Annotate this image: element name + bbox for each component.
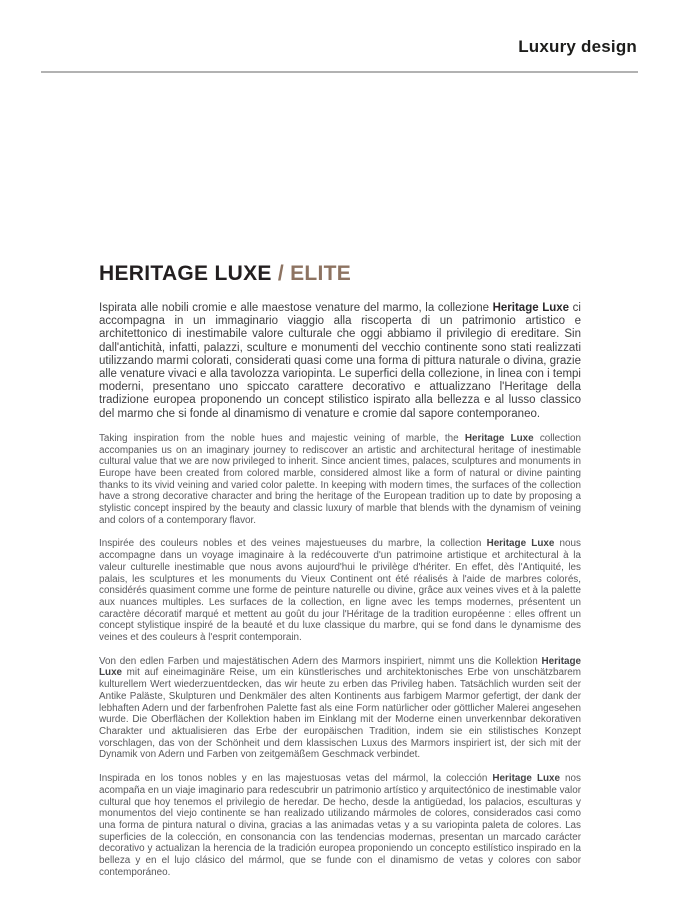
- page-content: [99, 261, 581, 890]
- paragraph-german: Von den edlen Farben und majestätischen Adern des Marmors inspiriert, nimmt uns die Kollektion Heritage Luxe mit auf eineimaginäre Reise, um ein künstlerisches und architektonisches Erbe von unschätzbarem kulturellem Wert wiederzuentdecken, das wir heute zu erben das Privileg haben. Tatsächlich wurden seit der Antike Paläste, Skulpturen und Denkmäler des alten Kontinents aus farbigem Marmor gefertigt, der dank der lebhaften Adern und der farbenfrohen Palette fast als eine Form natürlicher oder göttlicher Malerei angesehen wurde. Die Oberflächen der Kollektion haben im Einklang mit der Moderne einen unverkennbar dekorativen Charakter und aktualisieren das Erbe der europäischen Tradition, indem sie ein stilistisches Konzept vorschlagen, das von der Schönheit und dem klassischen Luxus des Marmors inspiriert ist, der sich mit der Dynamik von Adern und Farben von zeitgemäßem Geschmack verbindet.: [99, 655, 581, 761]
- collection-title: [99, 261, 581, 287]
- paragraph-italian: Ispirata alle nobili cromie e alle maestose venature del marmo, la collezione Heritage Luxe ci accompagna in un immaginario viaggio alla riscoperta di un patrimonio artistico e architettonico di inestimabile valore culturale che oggi abbiamo il privilegio di ereditare. Sin dall'antichità, infatti, palazzi, sculture e monumenti del vecchio continente sono stati realizzati utilizzando marmi colorati, considerati quasi come una forma di pittura naturale o divina, grazie alle venature vivaci e alla tavolozza variopinta. Le superfici della collezione, in linea con i tempi moderni, presentano uno spiccato carattere decorativo e attualizzano l'Heritage della tradizione europea proponendo un concept stilistico ispirato alla bellezza e al lusso classico del marmo che si fonde al dinamismo di venature e cromie dal sapore contemporaneo.: [99, 302, 581, 420]
- header-divider: [41, 71, 638, 73]
- paragraph-french: Inspirée des couleurs nobles et des veines majestueuses du marbre, la collection Heritage Luxe nous accompagne dans un voyage imaginaire à la redécouverte d'un patrimoine artistique et architectural à la valeur culturelle inestimable que nous avons aujourd'hui le privilège d'hériter. En effet, dès l'Antiquité, les palais, les sculptures et les monuments du Vieux Continent ont été réalisés à l'aide de marbres colorés, considérés quasiment comme une forme de peinture naturelle ou divine, grâce aux veines vives et à la palette aux nuances multiples. Les surfaces de la collection, en ligne avec les temps modernes, présentent un caractère décoratif marqué et mettent au goût du jour l'Héritage de la tradition européenne : elles offrent un concept stylistique inspiré de la beauté et du luxe classique du marbre, qui se fond dans le dynamisme des veines et des couleurs à l'esprit contemporain.: [99, 538, 581, 644]
- header-category-label: Luxury design: [518, 37, 637, 56]
- paragraph-english: Taking inspiration from the noble hues and majestic veining of marble, the Heritage Luxe collection accompanies us on an imaginary journey to rediscover an artistic and architectural heritage of inestimable cultural value that we are now privileged to inherit. Since ancient times, palaces, sculptures and monuments in Europe have been created from colored marble, considered almost like a form of natural or divine painting thanks to its vivid veining and varied color palette. In keeping with modern times, the surfaces of the collection have a strong decorative character and bring the heritage of the European tradition up to date by proposing a stylistic concept inspired by the beauty and classic luxury of marble that blends with the dynamism of veining and colors of a contemporary flavor.: [99, 432, 581, 526]
- collection-title-accent: / ELITE: [277, 262, 352, 285]
- collection-title-main: HERITAGE LUXE: [99, 262, 278, 285]
- paragraph-spanish: Inspirada en los tonos nobles y en las majestuosas vetas del mármol, la colección Heritage Luxe nos acompaña en un viaje imaginario para redescubrir un patrimonio artístico y arquitectónico de inestimable valor cultural que hoy tenemos el privilegio de heredar. De hecho, desde la antigüedad, los palacios, esculturas y monumentos del viejo continente se han realizado utilizando mármoles de colores, considerados casi como una forma de pintura natural o divina, gracias a las animadas vetas y a su variopinta paleta de colores. Las superficies de la colección, en consonancia con las tendencias modernas, presentan un marcado carácter decorativo y actualizan la herencia de la tradición europea proponiendo un concepto estilístico inspirado en la belleza y en el lujo clásico del mármol, que se funde con el dinamismo de vetas y colores con sabor contemporáneo.: [99, 773, 581, 878]
